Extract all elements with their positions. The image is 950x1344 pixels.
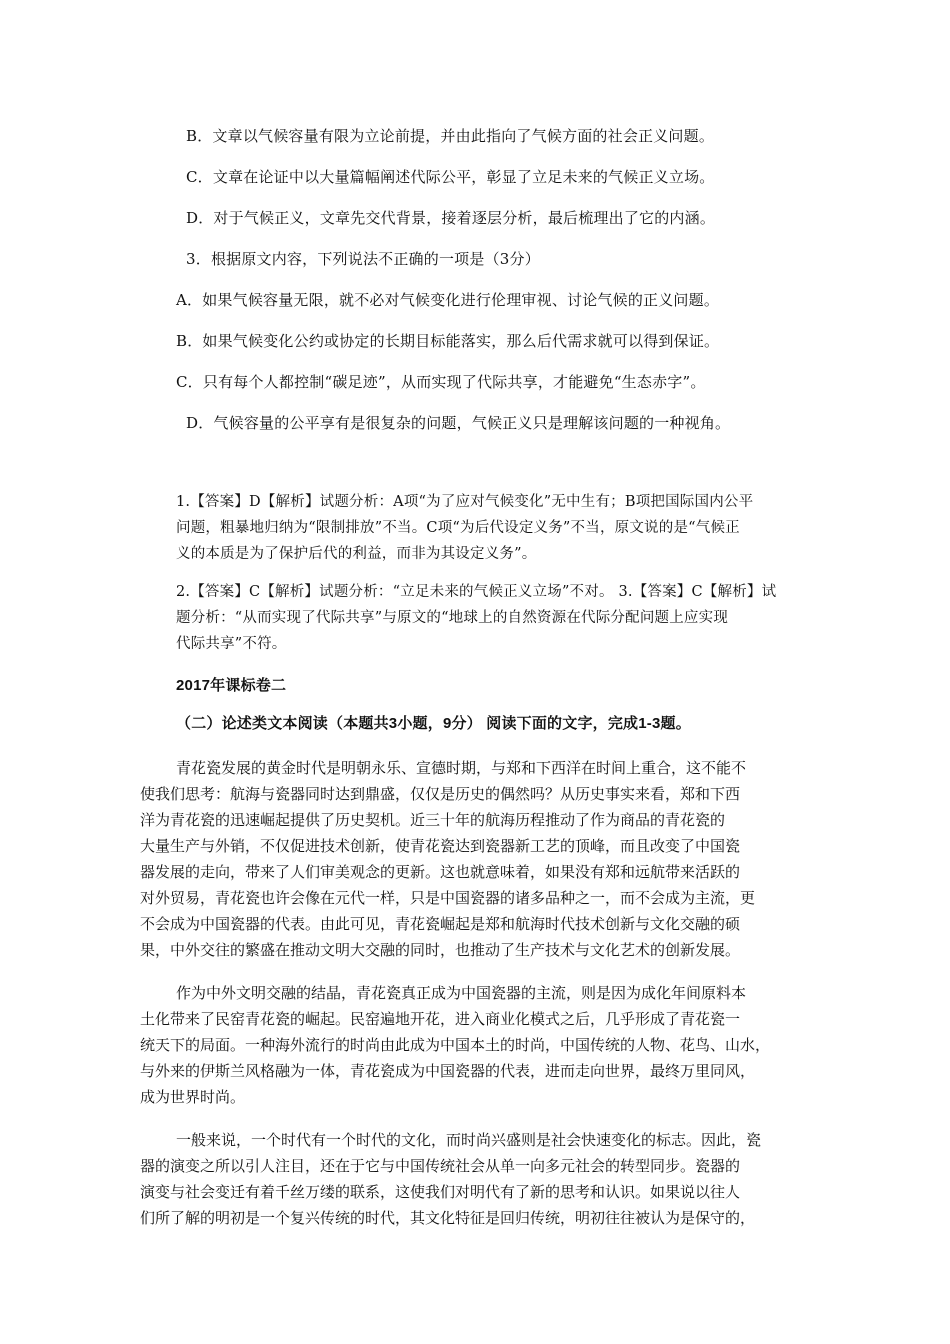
answer-1-line-2: 问题，粗暴地归纳为“限制排放”不当。C项“为后代设定义务”不当，原文说的是“气候正 [176,520,740,536]
answer-1-line-1: 1.【答案】D【解析】试题分析：A项“为了应对气候变化”无中生有；B项把国际国内公平 [176,494,754,510]
q2-option-c: C．文章在论证中以大量篇幅阐述代际公平，彰显了立足未来的气候正义立场。 [186,168,715,186]
passage-line: 成为世界时尚。 [140,1088,246,1106]
answer-1-line-3: 义的本质是为了保护后代的利益，而非为其设定义务”。 [176,546,537,562]
q2-option-b: B．文章以气候容量有限为立论前提，并由此指向了气候方面的社会正义问题。 [186,127,715,145]
passage-line: 演变与社会变迁有着千丝万缕的联系，这使我们对明代有了新的思考和认识。如果说以往人 [140,1183,741,1201]
answer-2-line-3: 代际共享”不符。 [176,636,287,652]
passage-line: 洋为青花瓷的迅速崛起提供了历史契机。近三十年的航海历程推动了作为商品的青花瓷的 [140,811,726,829]
passage-line: 统天下的局面。一种海外流行的时尚由此成为中国本土的时尚，中国传统的人物、花鸟、山水， [140,1036,771,1054]
passage-line: 使我们思考：航海与瓷器同时达到鼎盛，仅仅是历史的偶然吗？从历史事实来看，郑和下西 [140,785,741,803]
passage-line: 器的演变之所以引人注目，还在于它与中国传统社会从单一向多元社会的转型同步。瓷器的 [140,1157,741,1175]
passage-line: 大量生产与外销，不仅促进技术创新，使青花瓷达到瓷器新工艺的顶峰，而且改变了中国瓷 [140,837,741,855]
passage-line: 器发展的走向，带来了人们审美观念的更新。这也就意味着，如果没有郑和远航带来活跃的 [140,863,741,881]
answer-2-line-1: 2.【答案】C【解析】试题分析：“立足未来的气候正义立场”不对。 3.【答案】C【解析】试 [176,584,777,600]
passage-line: 一般来说，一个时代有一个时代的文化，而时尚兴盛则是社会快速变化的标志。因此，瓷 [176,1131,762,1149]
q3-option-c: C．只有每个人都控制“碳足迹”，从而实现了代际共享，才能避免“生态赤字”。 [176,373,706,391]
passage-line: 果，中外交往的繁盛在推动文明大交融的同时，也推动了生产技术与文化艺术的创新发展。 [140,941,741,959]
passage-line: 不会成为中国瓷器的代表。由此可见，青花瓷崛起是郑和航海时代技术创新与文化交融的硕 [140,915,741,933]
passage-line: 作为中外文明交融的结晶，青花瓷真正成为中国瓷器的主流，则是因为成化年间原料本 [176,984,747,1002]
passage-paragraph-1 [140,755,816,963]
section-year-title: 2017年课标卷二 [176,677,287,694]
passage-line: 青花瓷发展的黄金时代是明朝永乐、宣德时期，与郑和下西洋在时间上重合，这不能不 [176,759,747,777]
section-heading: （二）论述类文本阅读（本题共3小题，9分） 阅读下面的文字，完成1-3题。 [176,715,691,732]
passage-paragraph-2 [140,980,816,1110]
passage-line: 与外来的伊斯兰风格融为一体，青花瓷成为中国瓷器的代表，进而走向世界，最终万里同风， [140,1062,756,1080]
q3-option-d: D．气候容量的公平享有是很复杂的问题，气候正义只是理解该问题的一种视角。 [186,414,731,432]
passage-paragraph-3 [140,1127,816,1231]
passage-line: 土化带来了民窑青花瓷的崛起。民窑遍地开花，进入商业化模式之后，几乎形成了青花瓷一 [140,1010,741,1028]
q3-stem: 3．根据原文内容，下列说法不正确的一项是（3分） [186,250,540,268]
passage-line: 对外贸易，青花瓷也许会像在元代一样，只是中国瓷器的诸多品种之一，而不会成为主流，更 [140,889,756,907]
passage-line: 们所了解的明初是一个复兴传统的时代，其文化特征是回归传统，明初往往被认为是保守的， [140,1209,756,1227]
q3-option-b: B．如果气候变化公约或协定的长期目标能落实，那么后代需求就可以得到保证。 [176,332,720,350]
q2-option-d: D．对于气候正义，文章先交代背景，接着逐层分析，最后梳理出了它的内涵。 [186,209,716,227]
q3-option-a: A．如果气候容量无限，就不必对气候变化进行伦理审视、讨论气候的正义问题。 [176,291,720,309]
answer-2-line-2: 题分析：“从而实现了代际共享”与原文的“地球上的自然资源在代际分配问题上应实现 [176,610,729,626]
